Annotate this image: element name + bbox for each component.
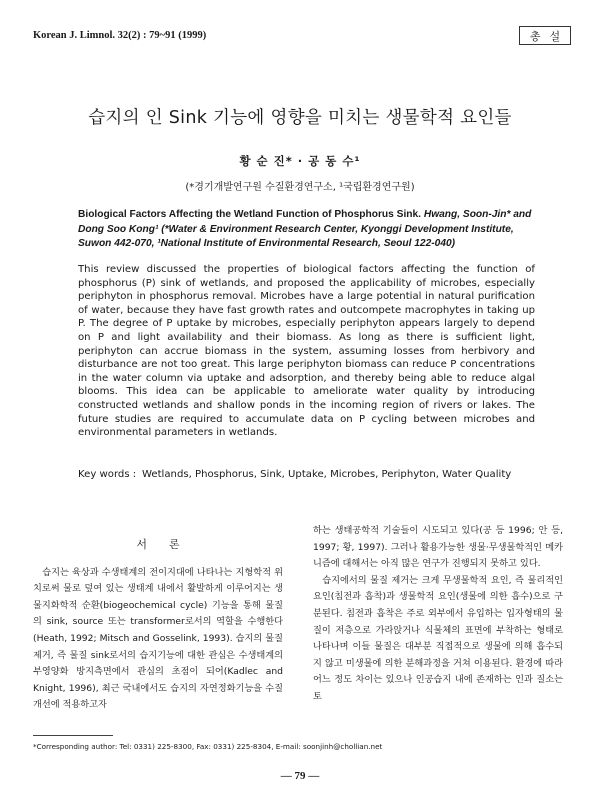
intro-paragraph-1: 습지는 육상과 수생태계의 전이지대에 나타나는 지형학적 위치로써 물로 덮여 있는 생태계 내에서 활발하게 이루어지는 생물지화학적 순환(biogeochemical cycle) 기능을 통해 물질의 sink, source 또는 transformer로서의 역할을 수행한다(Heath, 1992; Mitsch and Gosselink, 1993). 습지의 물질 제거, 즉 물질 sink로서의 습지기능에 대한 관심은 수생태계의 부영양화 방지측면에서 관심의 초점이 되어(Kadlec and Knight, 1996), 최근 국내에서도 습지의 자연정화기능을 수질개선에 적용하고자: [33, 566, 283, 711]
keywords: [78, 467, 538, 482]
section-heading-introduction: 서론: [136, 538, 202, 551]
intro-paragraph-1-continued: 하는 생태공학적 기술들이 시도되고 있다(공 등 1996; 안 등, 1997; 황, 1997). 그러나 활용가능한 생물·무생물학적인 메카니즘에 대해서는 아직 많은 연구가 진행되지 못하고 있다.: [313, 525, 563, 570]
keywords-label: Key words :: [78, 469, 137, 480]
footnote-divider: [33, 735, 113, 736]
journal-reference: Korean J. Limnol. 32(2) : 79~91 (1999): [33, 30, 207, 41]
intro-paragraph-2: 습지에서의 물질 제거는 크게 무생물학적 요인, 즉 물리적인 요인(침전과 흡착)과 생물학적 요인(생물에 의한 흡수)으로 구분된다. 침전과 흡착은 주로 외부에서 유입하는 입자형태의 물질이 저층으로 가라앉거나 식물체의 표면에 부착하는 형태로 나타나며 이들 물질은 대부분 직접적으로 생물에 의해 흡수되지 않고 미생물에 의한 분해과정을 거쳐 이용된다. 환경에 따라 어느 정도 차이는 있으나 인공습지 내에 존재하는 인과 질소는 토: [313, 574, 563, 702]
english-authors: Hwang, Soon-Jin* and Dong Soo Kong¹: [78, 209, 532, 235]
english-title-block: [78, 208, 535, 252]
paper-title-korean: 습지의 인 Sink 기능에 영향을 미치는 생물학적 요인들: [88, 108, 512, 128]
english-affiliation: (*Water & Environment Research Center, Kyonggi Development Institute, Suwon 442-070, ¹National Institute of Environmental Research, Seoul 122-040): [78, 223, 514, 250]
body-column-left: [33, 523, 283, 714]
abstract: This review discussed the properties of biological factors affecting the function of phosphorus (P) sink of wetlands, and proposed the applicability of microbes, especially periphyton in phosphorus removal. Microbes have a large potential in natural purification of water, because they have fast growth rates and outcompete macrophytes in taking up P. The degree of P uptake by microbes, especially periphyton appears largely to depend on P and light availability and their biomass. As long as there is sufficient light, periphyton can accrue biomass in the system, assuming losses from herbivory and disturbance are not too great. This large periphyton biomass can reduce P concentrations in the water column via uptake and adsorption, and thereby being able to reduce algal blooms. This idea can be applicable to ameliorate water quality by introducing constructed wetlands and shallow ponds in the incoming region of rivers or lakes. The future studies are required to accumulate data on P cycling between microbes and environmental parameters in wetlands.: [78, 264, 535, 439]
keywords-list: Wetlands, Phosphorus, Sink, Uptake, Microbes, Periphyton, Water Quality: [142, 469, 512, 480]
body-column-right: [313, 523, 563, 706]
page-number: — 79 —: [280, 770, 320, 782]
authors-korean: 황 순 진* · 공 동 수¹: [239, 154, 361, 168]
affiliation-korean: (*경기개발연구원 수질환경연구소, ¹국립환경연구원): [185, 182, 415, 193]
english-title: Biological Factors Affecting the Wetland Function of Phosphorus Sink.: [78, 209, 421, 220]
section-tag: 총설: [519, 26, 571, 45]
corresponding-author-footnote: *Corresponding author: Tel: 0331) 225-8300, Fax: 0331) 225-8304, E-mail: soonjinh@chollian.net: [33, 742, 383, 751]
